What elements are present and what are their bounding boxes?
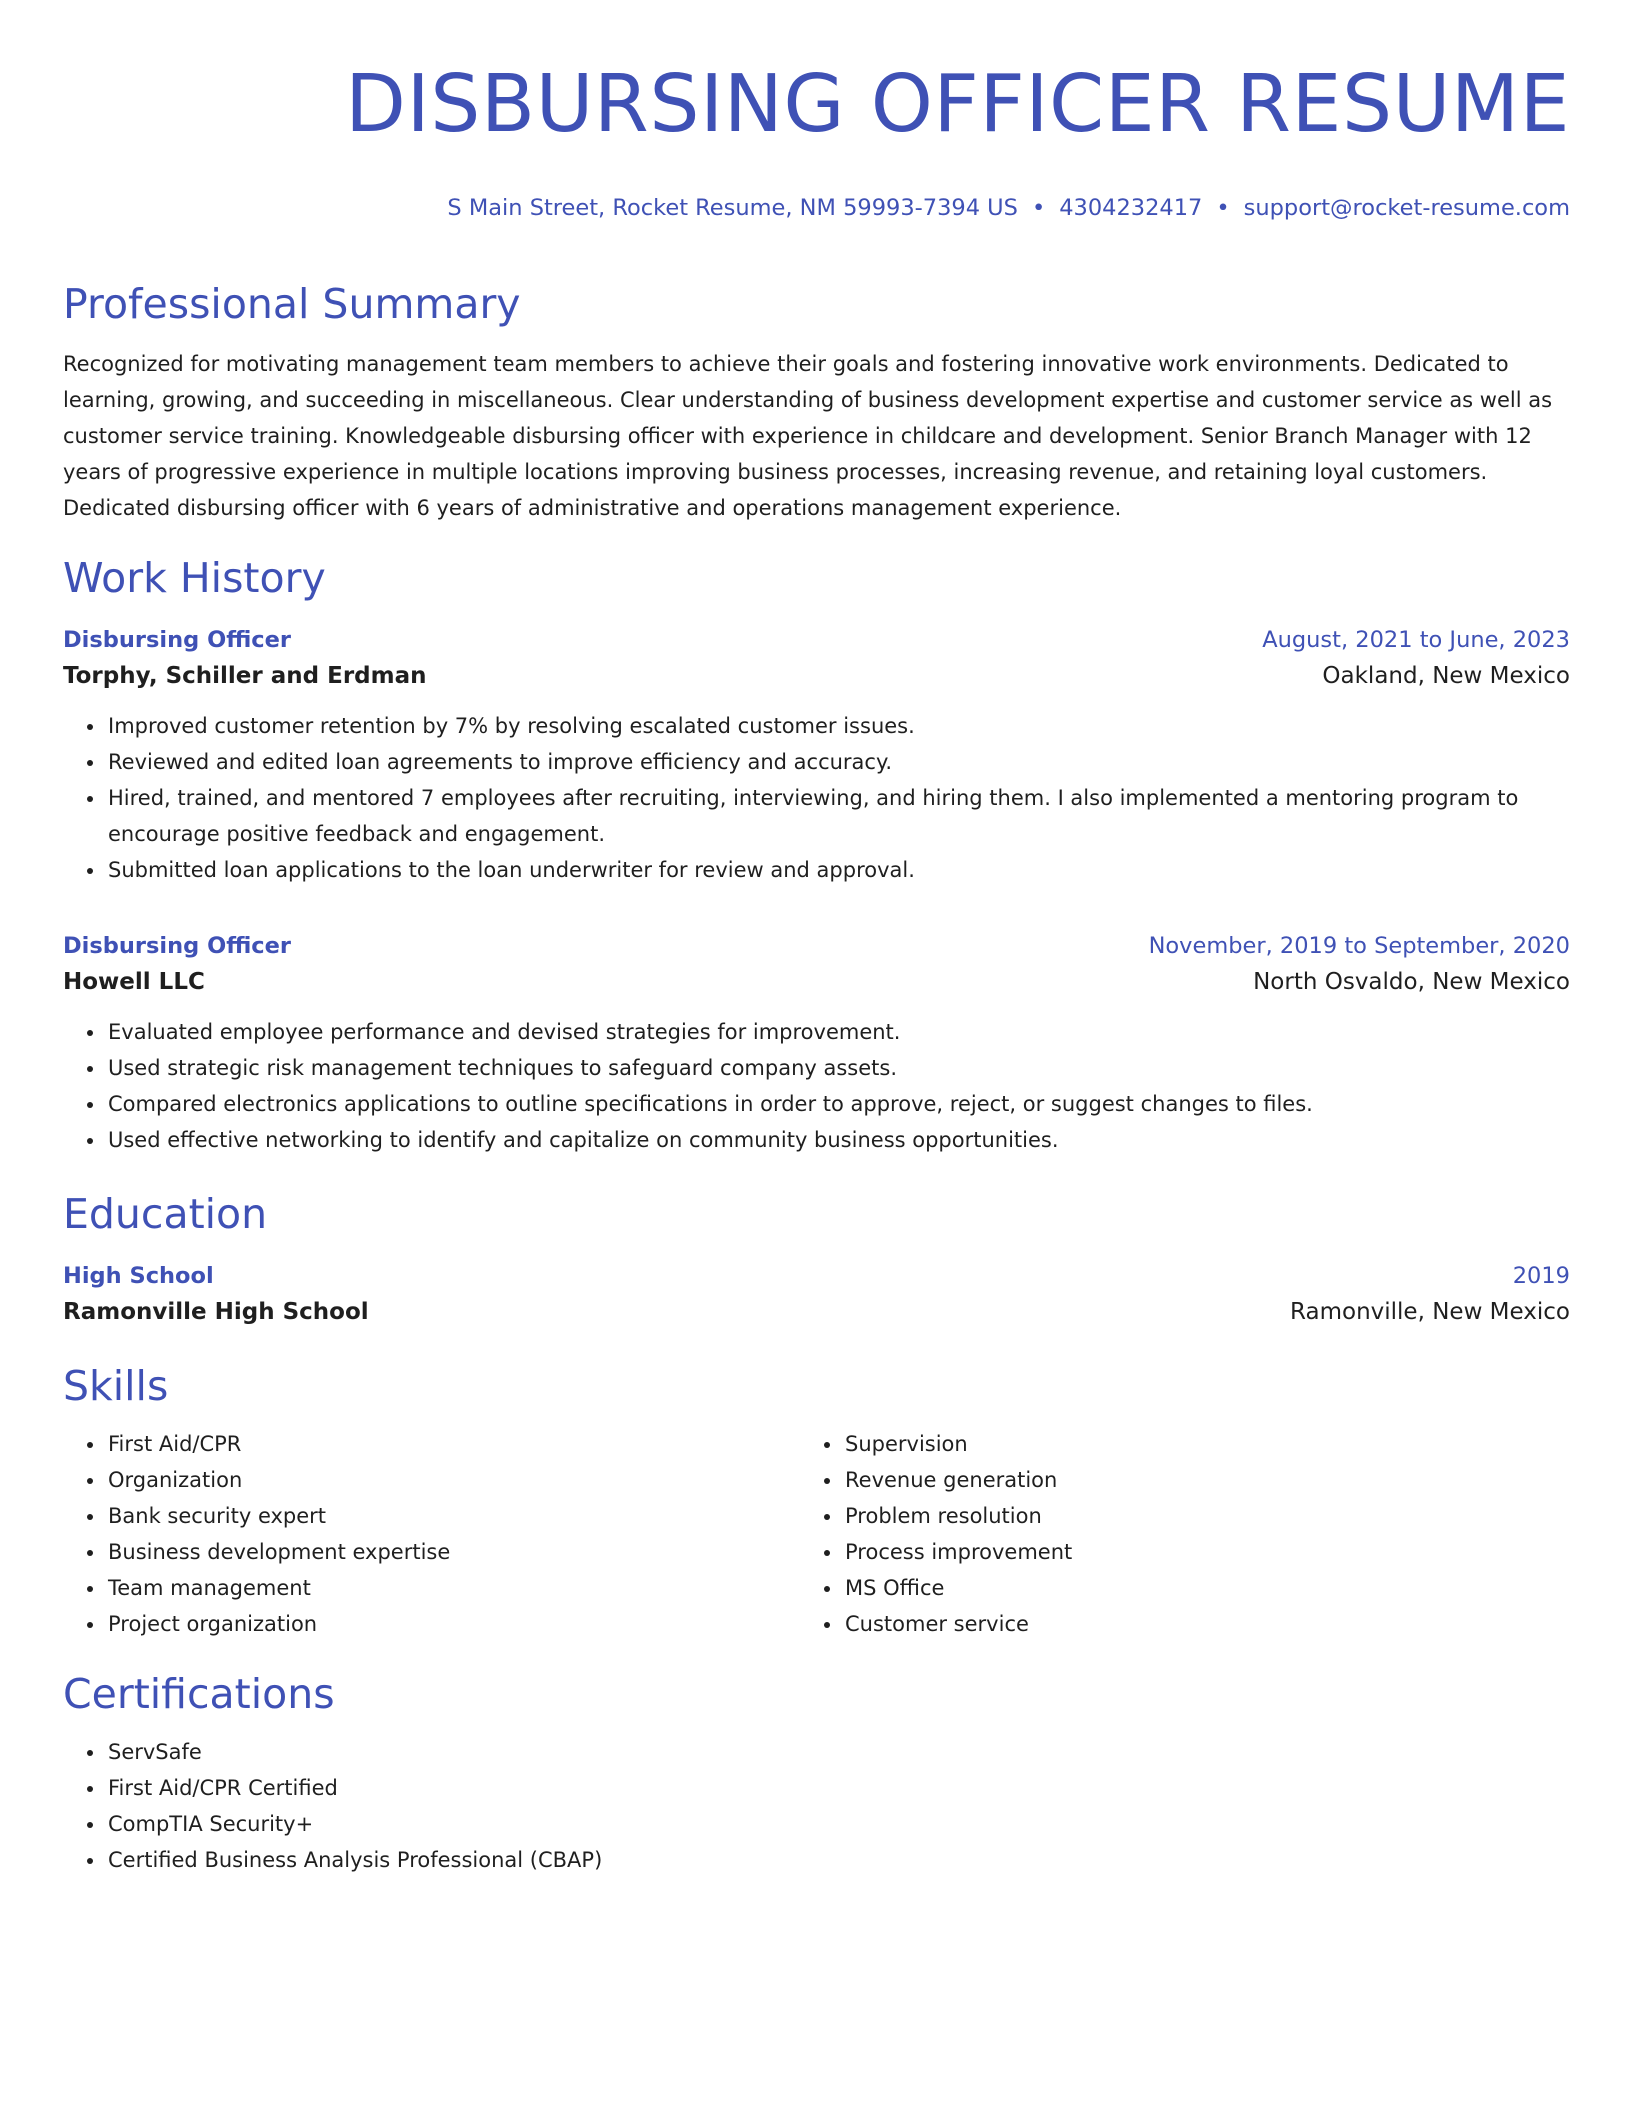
skill-item: • Supervision [843, 1426, 1570, 1462]
skill-item: • Business development expertise [106, 1534, 800, 1570]
list-item: • Hired, trained, and mentored 7 employees after recruiting, interviewing, and hiring them. I also implemented a mentoring program to encourage positive feedback and engagement. [106, 780, 1570, 852]
list-item: • Used strategic risk management techniques to safeguard company assets. [106, 1050, 1570, 1086]
job-dates: August, 2021 to June, 2023 [1262, 627, 1570, 653]
skill-item: • MS Office [843, 1570, 1570, 1606]
list-item: • Used effective networking to identify and capitalize on community business opportunities. [106, 1122, 1570, 1158]
contact-separator: • [1031, 195, 1046, 221]
education-location: Ramonville, New Mexico [1290, 1299, 1570, 1325]
skill-item: • Revenue generation [843, 1462, 1570, 1498]
section-heading: Work History [63, 554, 326, 602]
education-degree: High School [63, 1263, 214, 1289]
certifications-list [63, 1734, 1570, 1878]
contact-phone: 4304232417 [1059, 195, 1203, 221]
certifications-section [63, 1668, 1570, 1878]
skills-column-1 [63, 1426, 800, 1642]
job-bullets [63, 708, 1570, 888]
job-bullets [63, 1014, 1570, 1158]
skill-item: • Team management [106, 1570, 800, 1606]
job-company-row [63, 964, 1570, 1000]
list-item: • Improved customer retention by 7% by resolving escalated customer issues. [106, 708, 1570, 744]
certification-item: • First Aid/CPR Certified [106, 1770, 1570, 1806]
list-item: • Submitted loan applications to the loan underwriter for review and approval. [106, 852, 1570, 888]
skills-grid [63, 1426, 1570, 1642]
contact-separator: • [1216, 195, 1230, 221]
skill-item: • Customer service [843, 1606, 1570, 1642]
job-company-row [63, 658, 1570, 694]
list-item: • Reviewed and edited loan agreements to improve efficiency and accuracy. [106, 744, 1570, 780]
certification-item: • CompTIA Security+ [106, 1806, 1570, 1842]
education-school-row [63, 1294, 1570, 1330]
education-year: 2019 [1512, 1263, 1570, 1289]
job-company: Howell LLC [63, 969, 205, 995]
certification-item: • ServSafe [106, 1734, 1570, 1770]
section-heading: Certifications [63, 1670, 335, 1718]
education-section [63, 1188, 1570, 1330]
job-title: Disbursing Officer [63, 627, 291, 653]
job-company: Torphy, Schiller and Erdman [63, 663, 427, 689]
resume-title: DISBURSING OFFICER RESUME [345, 58, 1570, 150]
contact-email: support@rocket-resume.com [1243, 195, 1570, 221]
job-title-row [63, 622, 1570, 658]
contact-address: S Main Street, Rocket Resume, NM 59993-7394 US [447, 195, 1018, 221]
skill-item: • Process improvement [843, 1534, 1570, 1570]
education-school: Ramonville High School [63, 1299, 369, 1325]
summary-text: Recognized for motivating management team members to achieve their goals and fostering innovative work environments. Dedicated to learning, growing, and succeeding in miscellaneous. Clear understanding of business development expertise and customer service as well as customer service training. Knowledgeable disbursing officer with experience in childcare and development. Senior Branch Manager with 12 years of progressive experience in multiple locations improving business processes, increasing revenue, and retaining loyal customers. Dedicated disbursing officer with 6 years of administrative and operations management experience. [63, 352, 1553, 520]
education-entry [63, 1258, 1570, 1330]
certification-item: • Certified Business Analysis Professional (CBAP) [106, 1842, 1570, 1878]
professional-summary-section [63, 278, 1570, 526]
job-location: North Osvaldo, New Mexico [1253, 969, 1570, 995]
list-item: • Compared electronics applications to outline specifications in order to approve, reject, or suggest changes to files. [106, 1086, 1570, 1122]
work-history-section [63, 552, 1570, 1158]
contact-line [63, 194, 1570, 222]
skill-item: • First Aid/CPR [106, 1426, 800, 1462]
section-heading: Skills [63, 1362, 169, 1410]
list-item: • Evaluated employee performance and devised strategies for improvement. [106, 1014, 1570, 1050]
job-entry [63, 928, 1570, 1158]
education-title-row [63, 1258, 1570, 1294]
job-entry [63, 622, 1570, 888]
section-heading: Education [63, 1190, 268, 1238]
skill-item: • Bank security expert [106, 1498, 800, 1534]
skill-item: • Project organization [106, 1606, 800, 1642]
job-title-row [63, 928, 1570, 964]
skill-item: • Problem resolution [843, 1498, 1570, 1534]
section-heading: Professional Summary [63, 280, 521, 328]
resume-header [63, 56, 1570, 222]
skills-column-2 [800, 1426, 1570, 1642]
skills-section [63, 1360, 1570, 1642]
job-location: Oakland, New Mexico [1322, 663, 1570, 689]
job-title: Disbursing Officer [63, 933, 291, 959]
skill-item: • Organization [106, 1462, 800, 1498]
job-dates: November, 2019 to September, 2020 [1148, 933, 1570, 959]
